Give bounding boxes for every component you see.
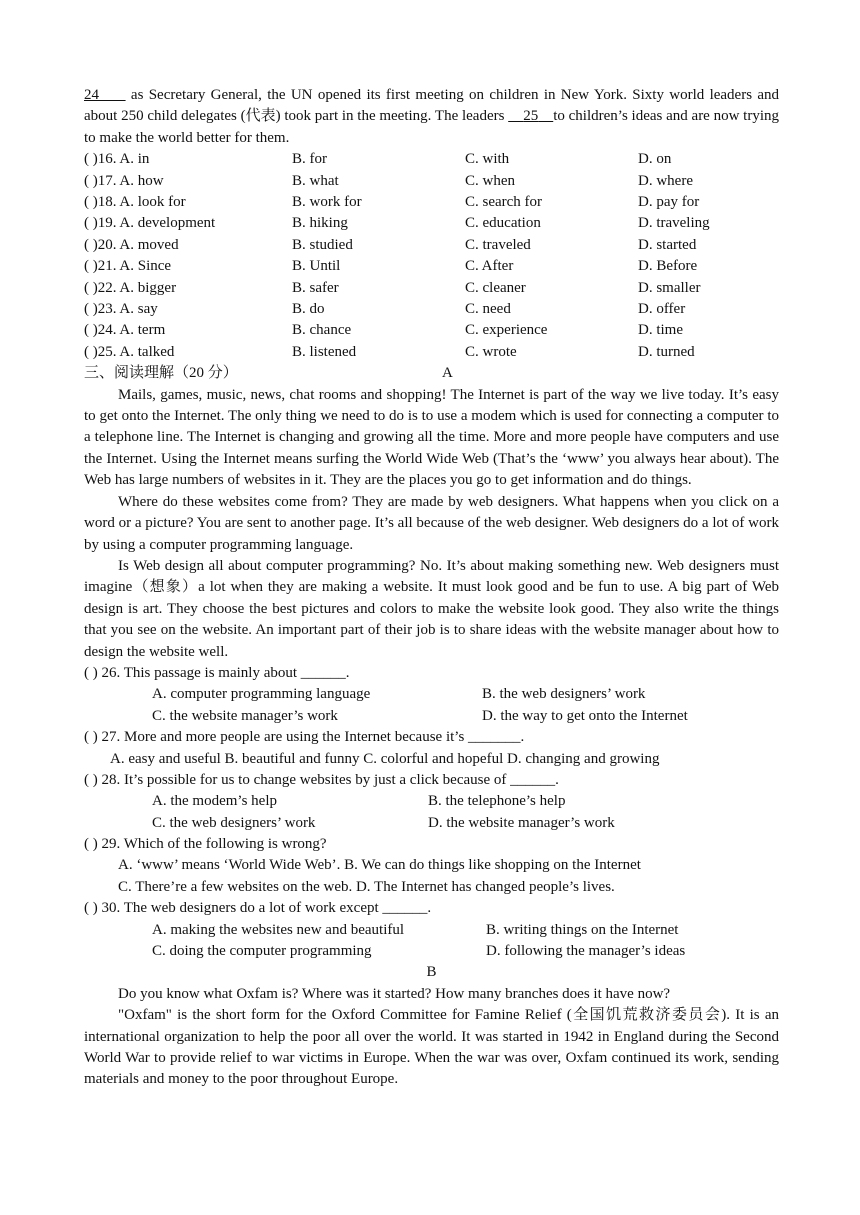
q30-option-c: C. doing the computer programming [152,943,372,960]
option-d: D. turned [638,343,695,360]
blank-25: 25 [523,108,539,125]
question-27-stem: ( ) 27. More and more people are using the Internet because it’s _______. [84,729,525,746]
cloze-passage-tail [84,85,779,149]
q26-option-d: D. the way to get onto the Internet [482,707,688,724]
cloze-options-table [84,149,779,363]
question-and-option-a: ( )20. A. moved [84,236,179,253]
passage-b-paragraph-2: "Oxfam" is the short form for the Oxford Committee for Famine Relief (全国饥荒救济委员会). It is an international organization to help the poor all over the world. It was started in 1942 in England during the Second World War to provide relief to war victims in Europe. When the war was over, Oxfam continued its work, sending materials and money to the poor throughout Europe. [84,1007,779,1088]
option-b: B. for [292,151,327,168]
passage-b-paragraph-1: Do you know what Oxfam is? Where was it started? How many branches does it have now? [118,985,671,1002]
document-page [84,85,779,1091]
cloze-option-row [84,256,779,277]
passage-a-paragraph-2: Where do these websites come from? They are made by web designers. What happens when you click on a word or a picture? You are sent to another page. It’s all because of the web designer. Web designers do a lot of work by using a computer programming language. [84,493,779,553]
question-26-options-row-1 [84,684,779,705]
question-and-option-a: ( )19. A. development [84,215,216,232]
cloze-option-row [84,342,779,363]
option-c: C. with [465,151,510,168]
question-and-option-a: ( )18. A. look for [84,194,186,211]
option-c: C. After [465,258,514,275]
option-d: D. Before [638,258,698,275]
cloze-option-row [84,171,779,192]
section-heading-row [84,363,779,384]
option-b: B. listened [292,343,357,360]
q28-option-d: D. the website manager’s work [428,814,615,831]
option-b: B. chance [292,322,352,339]
question-29-options-ab: A. ‘www’ means ‘World Wide Web’. B. We can do things like shopping on the Internet [118,857,641,874]
option-d: D. time [638,322,683,339]
question-and-option-a: ( )16. A. in [84,151,150,168]
q26-option-a: A. computer programming language [152,686,371,703]
option-d: D. traveling [638,215,710,232]
option-b: B. what [292,172,339,189]
passage-a-paragraph-3: Is Web design all about computer programming? No. It’s about making something new. Web designers must imagine（想象）a lot when they are making a website. It must look good and be fun to use. A big part of Web design is art. They choose the best pictures and colors to make the website look good. They also write the things that you see on the website. An important part of their job is to share ideas with the website manager about how to design the website well. [84,557,779,660]
cloze-option-row [84,235,779,256]
option-d: D. where [638,172,693,189]
blank-24: 24 [84,87,99,103]
question-27-options: A. easy and useful B. beautiful and funny C. colorful and hopeful D. changing and growing [110,750,660,767]
option-c: C. need [465,301,511,318]
question-and-option-a: ( )21. A. Since [84,258,172,275]
option-b: B. work for [292,194,362,211]
option-d: D. pay for [638,194,700,211]
cloze-option-row [84,213,779,234]
option-d: D. started [638,236,697,253]
option-b: B. do [292,301,325,318]
cloze-option-row [84,192,779,213]
cloze-option-row [84,278,779,299]
cloze-option-row [84,149,779,170]
option-c: C. search for [465,194,543,211]
option-d: D. offer [638,301,686,318]
q30-option-a: A. making the websites new and beautiful [152,921,405,938]
option-d: D. on [638,151,672,168]
option-b: B. studied [292,236,353,253]
cloze-option-row [84,299,779,320]
option-c: C. wrote [465,343,517,360]
question-and-option-a: ( )23. A. say [84,301,158,318]
option-b: B. Until [292,258,341,275]
q26-option-c: C. the website manager’s work [152,707,338,724]
question-26-options-row-2 [84,706,779,727]
q28-option-c: C. the web designers’ work [152,814,316,831]
question-28-options-row-2 [84,813,779,834]
q28-option-a: A. the modem’s help [152,793,277,810]
option-b: B. safer [292,279,339,296]
cloze-option-row [84,320,779,341]
option-c: C. cleaner [465,279,526,296]
option-d: D. smaller [638,279,701,296]
passage-a-label: A [442,365,453,382]
question-28-options-row-1 [84,791,779,812]
cloze-text-b: to children’s ideas and are now trying to make the world better for them. [84,108,780,146]
question-30-stem: ( ) 30. The web designers do a lot of work except ______. [84,900,432,917]
question-and-option-a: ( )17. A. how [84,172,164,189]
passage-b-label: B [426,964,437,981]
option-b: B. hiking [292,215,348,232]
question-29-options-cd: C. There’re a few websites on the web. D. The Internet has changed people’s lives. [118,878,615,895]
option-c: C. when [465,172,515,189]
option-c: C. education [465,215,541,232]
q30-option-d: D. following the manager’s ideas [486,943,686,960]
question-28-stem: ( ) 28. It’s possible for us to change websites by just a click because of ______. [84,771,559,788]
question-and-option-a: ( )25. A. talked [84,343,175,360]
option-c: C. experience [465,322,548,339]
question-and-option-a: ( )22. A. bigger [84,279,177,296]
passage-a-paragraph-1: Mails, games, music, news, chat rooms and shopping! The Internet is part of the way we live today. It’s easy to get onto the Internet. The only thing we need to do is to use a modem which is used for connecting a computer to a telephone line. The Internet is changing and growing all the time. More and more people have computers and use the Internet. Using the Internet means surfing the World Wide Web (That’s the ‘www’ you always hear about). The Web has large numbers of websites in it. They are the places you go to get information and do things. [84,386,779,489]
option-c: C. traveled [465,236,531,253]
question-30-options-row-1 [84,920,779,941]
q26-option-b: B. the web designers’ work [482,686,646,703]
question-and-option-a: ( )24. A. term [84,322,166,339]
q30-option-b: B. writing things on the Internet [486,921,679,938]
section-heading: 三、阅读理解（20 分） [84,365,238,382]
cloze-text-a: as Secretary General, the UN opened its first meeting on children in New York. Sixty world leaders and about 250 child delegates (代表) took part in the meeting. The leaders [84,87,780,125]
question-26-stem: ( ) 26. This passage is mainly about ______. [84,664,350,681]
question-30-options-row-2 [84,941,779,962]
question-29-stem: ( ) 29. Which of the following is wrong? [84,836,327,853]
q28-option-b: B. the telephone’s help [428,793,566,810]
